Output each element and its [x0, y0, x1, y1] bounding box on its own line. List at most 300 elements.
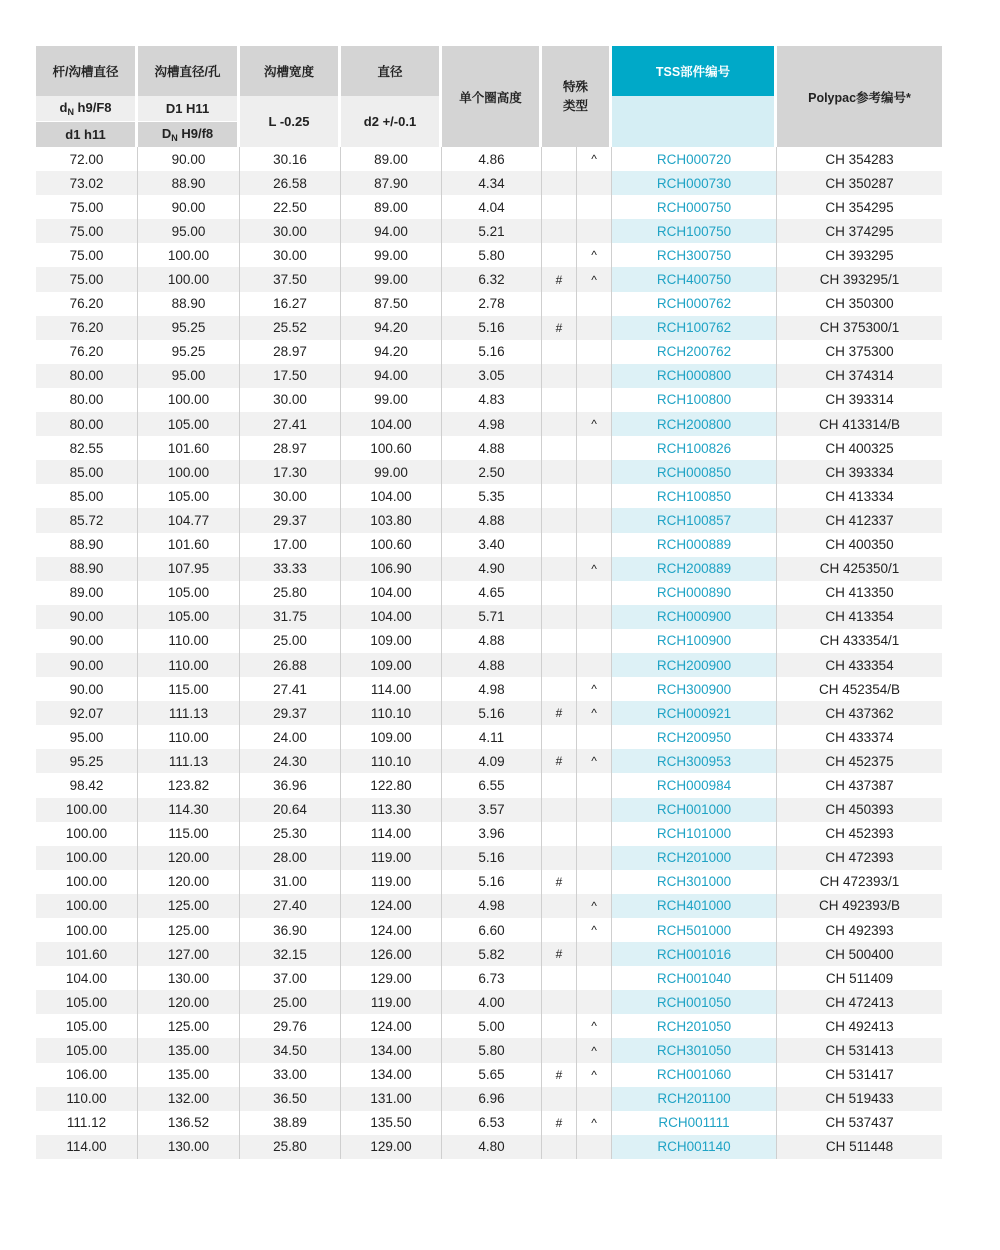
cell-groove-diameter: 100.00: [138, 243, 240, 267]
cell-groove-diameter: 95.25: [138, 316, 240, 340]
cell-tss-part-number: RCH001111: [612, 1111, 777, 1135]
cell-polypac-reference: CH 400350: [825, 537, 894, 553]
cell-polypac-reference: CH 375300/1: [777, 316, 942, 340]
cell-special-caret: [577, 822, 612, 846]
cell-ring-height: 3.05: [442, 364, 542, 388]
cell-ring-height: 4.11: [442, 725, 542, 749]
cell-diameter: 94.20: [341, 340, 442, 364]
cell-polypac-reference: CH 433374: [825, 729, 894, 745]
cell-groove-diameter: 130.00: [138, 1135, 240, 1159]
header-tss-part-number: TSS部件编号: [612, 46, 777, 96]
cell-special-caret: [577, 653, 612, 677]
cell-diameter: 113.30: [341, 798, 442, 822]
cell-special-hash: [542, 460, 577, 484]
cell-diameter: 129.00: [341, 1135, 442, 1159]
cell-groove-diameter: 135.00: [138, 1063, 240, 1087]
table-row: [36, 798, 942, 822]
cell-tss-part-number: RCH200800: [612, 412, 777, 436]
cell-groove-width: 31.00: [240, 870, 341, 894]
cell-rod-diameter: 85.72: [36, 508, 138, 532]
header-single-ring-height: 单个圈高度: [442, 46, 542, 147]
cell-groove-width: 26.58: [240, 171, 341, 195]
cell-tss-part-number: RCH000850: [612, 460, 777, 484]
cell-groove-width: 28.97: [240, 340, 341, 364]
cell-polypac-reference: CH 492413: [825, 1018, 894, 1034]
cell-ring-height: 4.88: [442, 436, 542, 460]
cell-special-caret: [577, 316, 612, 340]
cell-special-caret: [577, 798, 612, 822]
cell-groove-diameter: 105.00: [138, 605, 240, 629]
cell-ring-height: 6.32: [442, 267, 542, 291]
cell-groove-diameter: 107.95: [138, 557, 240, 581]
cell-groove-width: 38.89: [240, 1111, 341, 1135]
cell-diameter: 109.00: [341, 629, 442, 653]
cell-polypac-reference: CH 400325: [825, 440, 894, 456]
cell-tss-part-number: RCH200950: [612, 725, 777, 749]
cell-special-hash: [542, 436, 577, 460]
cell-diameter: 89.00: [341, 147, 442, 171]
cell-groove-diameter: 132.00: [138, 1087, 240, 1111]
cell-rod-diameter: 76.20: [36, 316, 138, 340]
cell-special-caret: [577, 773, 612, 797]
cell-diameter: 103.80: [341, 508, 442, 532]
table-row: [36, 316, 942, 340]
cell-diameter: 114.00: [341, 677, 442, 701]
cell-rod-diameter: 95.25: [36, 749, 138, 773]
cell-groove-width: 30.00: [240, 388, 341, 412]
table-row: [36, 870, 942, 894]
cell-groove-diameter: 101.60: [138, 436, 240, 460]
header-groove-tolerance: D1 H11: [138, 96, 240, 121]
cell-tss-part-number: RCH000921: [612, 701, 777, 725]
cell-diameter: 119.00: [341, 990, 442, 1014]
table-row: [36, 557, 942, 581]
header-diameter-tolerance: d2 +/-0.1: [341, 96, 442, 147]
cell-ring-height: 6.55: [442, 773, 542, 797]
cell-polypac-reference: CH 393334: [777, 460, 942, 484]
cell-diameter: 119.00: [341, 870, 442, 894]
header-tss-blank: [612, 96, 777, 147]
cell-tss-part-number: RCH000984: [612, 773, 777, 797]
cell-groove-width: 36.50: [240, 1087, 341, 1111]
cell-groove-diameter: 95.00: [138, 219, 240, 243]
cell-groove-width: 20.64: [240, 798, 341, 822]
cell-tss-part-number: RCH501000: [612, 918, 777, 942]
cell-diameter: 134.00: [341, 1038, 442, 1062]
cell-polypac-reference: CH 350300: [825, 296, 894, 312]
cell-groove-width: 37.50: [240, 267, 341, 291]
table-row: [36, 364, 942, 388]
cell-rod-diameter: 75.00: [36, 195, 138, 219]
cell-rod-diameter: 90.00: [36, 653, 138, 677]
cell-special-caret: [577, 292, 612, 316]
seal-dimension-table: [36, 46, 942, 1159]
cell-special-hash: [542, 171, 577, 195]
cell-special-caret: ^: [577, 557, 612, 581]
cell-ring-height: 6.60: [442, 918, 542, 942]
cell-special-caret: ^: [577, 701, 612, 725]
cell-special-hash: [542, 773, 577, 797]
cell-ring-height: 5.82: [442, 942, 542, 966]
cell-tss-part-number: RCH301000: [612, 870, 777, 894]
cell-tss-part-number: RCH001016: [612, 942, 777, 966]
cell-diameter: 104.00: [341, 412, 442, 436]
cell-tss-part-number: RCH000800: [612, 364, 777, 388]
cell-groove-diameter: 105.00: [138, 484, 240, 508]
table-row: [36, 147, 942, 171]
cell-special-hash: [542, 918, 577, 942]
cell-ring-height: 4.90: [442, 557, 542, 581]
header-groove-width: 沟槽宽度: [240, 46, 341, 96]
cell-special-caret: ^: [577, 1063, 612, 1087]
cell-special-caret: ^: [577, 243, 612, 267]
cell-special-hash: [542, 605, 577, 629]
cell-groove-diameter: 115.00: [138, 677, 240, 701]
cell-ring-height: 5.16: [442, 870, 542, 894]
cell-special-hash: [542, 725, 577, 749]
cell-tss-part-number: RCH000890: [612, 581, 777, 605]
table-row: [36, 918, 942, 942]
cell-rod-diameter: 76.20: [36, 340, 138, 364]
cell-rod-diameter: 75.00: [36, 267, 138, 291]
table-row: [36, 508, 942, 532]
cell-diameter: 94.00: [341, 364, 442, 388]
cell-special-hash: [542, 1087, 577, 1111]
cell-special-hash: [542, 243, 577, 267]
cell-groove-width: 25.80: [240, 581, 341, 605]
cell-rod-diameter: 90.00: [36, 605, 138, 629]
cell-special-caret: [577, 1087, 612, 1111]
cell-groove-width: 27.41: [240, 677, 341, 701]
cell-tss-part-number: RCH100750: [612, 219, 777, 243]
cell-groove-width: 25.80: [240, 1135, 341, 1159]
cell-tss-part-number: RCH100826: [612, 436, 777, 460]
cell-diameter: 99.00: [341, 460, 442, 484]
cell-polypac-reference: CH 511448: [777, 1135, 942, 1159]
table-row: [36, 1014, 942, 1038]
cell-diameter: 110.10: [341, 701, 442, 725]
cell-diameter: 100.60: [341, 533, 442, 557]
cell-special-caret: [577, 581, 612, 605]
cell-special-caret: [577, 870, 612, 894]
cell-special-caret: [577, 171, 612, 195]
cell-ring-height: 5.80: [442, 243, 542, 267]
cell-polypac-reference: CH 519433: [777, 1087, 942, 1111]
cell-diameter: 104.00: [341, 605, 442, 629]
cell-tss-part-number: RCH201100: [612, 1087, 777, 1111]
cell-polypac-reference: CH 452354/B: [818, 681, 901, 697]
cell-polypac-reference: CH 492393/B: [777, 894, 942, 918]
cell-groove-diameter: 95.00: [138, 364, 240, 388]
cell-groove-width: 17.30: [240, 460, 341, 484]
cell-ring-height: 5.65: [442, 1063, 542, 1087]
cell-polypac-reference: CH 374314: [777, 364, 942, 388]
cell-special-hash: [542, 412, 577, 436]
table-row: [36, 1038, 942, 1062]
table-row: [36, 773, 942, 797]
cell-groove-diameter: 111.13: [138, 749, 240, 773]
cell-rod-diameter: 111.12: [36, 1111, 138, 1135]
cell-polypac-reference: CH 413354: [777, 605, 942, 629]
cell-diameter: 124.00: [341, 894, 442, 918]
cell-special-hash: [542, 219, 577, 243]
cell-groove-width: 25.00: [240, 629, 341, 653]
table-row: [36, 1063, 942, 1087]
cell-ring-height: 3.96: [442, 822, 542, 846]
cell-rod-diameter: 73.02: [36, 171, 138, 195]
cell-groove-width: 17.50: [240, 364, 341, 388]
cell-ring-height: 4.98: [442, 894, 542, 918]
cell-special-caret: ^: [577, 918, 612, 942]
cell-ring-height: 3.40: [442, 533, 542, 557]
cell-groove-diameter: 90.00: [138, 147, 240, 171]
cell-groove-diameter: 90.00: [138, 195, 240, 219]
cell-special-hash: [542, 894, 577, 918]
cell-groove-width: 28.97: [240, 436, 341, 460]
cell-special-caret: ^: [577, 1038, 612, 1062]
cell-ring-height: 4.88: [442, 629, 542, 653]
header-width-tolerance: L -0.25: [240, 96, 341, 147]
cell-diameter: 106.90: [341, 557, 442, 581]
cell-polypac-reference: CH 500400: [777, 942, 942, 966]
cell-special-caret: [577, 364, 612, 388]
cell-special-hash: [542, 581, 577, 605]
cell-rod-diameter: 106.00: [36, 1063, 138, 1087]
cell-diameter: 99.00: [341, 243, 442, 267]
cell-diameter: 94.20: [341, 316, 442, 340]
cell-special-caret: [577, 508, 612, 532]
cell-diameter: 124.00: [341, 918, 442, 942]
cell-ring-height: 4.88: [442, 653, 542, 677]
cell-rod-diameter: 85.00: [36, 460, 138, 484]
cell-groove-width: 30.00: [240, 243, 341, 267]
cell-special-caret: [577, 388, 612, 412]
cell-rod-diameter: 114.00: [36, 1135, 138, 1159]
cell-special-caret: [577, 605, 612, 629]
cell-rod-diameter: 72.00: [36, 147, 138, 171]
header-special-type-label: 特殊 类型: [563, 79, 589, 113]
cell-groove-width: 27.40: [240, 894, 341, 918]
cell-groove-width: 24.00: [240, 725, 341, 749]
cell-special-hash: [542, 484, 577, 508]
cell-special-hash: [542, 846, 577, 870]
cell-groove-diameter: 105.00: [138, 581, 240, 605]
cell-special-caret: ^: [577, 894, 612, 918]
cell-tss-part-number: RCH000889: [612, 533, 777, 557]
header-rod-tolerance: [36, 96, 138, 121]
cell-special-caret: ^: [577, 412, 612, 436]
cell-ring-height: 4.98: [442, 677, 542, 701]
cell-tss-part-number: RCH101000: [612, 822, 777, 846]
table-row: [36, 701, 942, 725]
cell-tss-part-number: RCH200889: [612, 557, 777, 581]
cell-tss-part-number: RCH000900: [612, 605, 777, 629]
cell-special-hash: [542, 677, 577, 701]
cell-special-hash: #: [542, 1063, 577, 1087]
cell-tss-part-number: RCH300900: [612, 677, 777, 701]
cell-polypac-reference: CH 375300: [825, 344, 894, 360]
cell-groove-width: 30.00: [240, 219, 341, 243]
header-special-type: [542, 46, 612, 147]
cell-polypac-reference: CH 452393: [825, 826, 894, 842]
cell-ring-height: 5.00: [442, 1014, 542, 1038]
cell-special-caret: [577, 966, 612, 990]
cell-special-caret: [577, 460, 612, 484]
cell-ring-height: 4.34: [442, 171, 542, 195]
cell-groove-width: 33.00: [240, 1063, 341, 1087]
cell-special-hash: [542, 822, 577, 846]
cell-ring-height: 5.80: [442, 1038, 542, 1062]
cell-rod-diameter: 90.00: [36, 629, 138, 653]
cell-groove-width: 34.50: [240, 1038, 341, 1062]
cell-polypac-reference: CH 393295: [825, 247, 894, 263]
cell-tss-part-number: RCH001060: [612, 1063, 777, 1087]
cell-special-hash: [542, 533, 577, 557]
cell-ring-height: 4.83: [442, 388, 542, 412]
cell-special-caret: ^: [577, 749, 612, 773]
cell-groove-diameter: 136.52: [138, 1111, 240, 1135]
cell-rod-diameter: 98.42: [36, 773, 138, 797]
cell-polypac-reference: CH 413314/B: [777, 412, 942, 436]
table-body: [36, 147, 942, 1159]
cell-ring-height: 5.16: [442, 846, 542, 870]
cell-groove-diameter: 101.60: [138, 533, 240, 557]
cell-polypac-reference: CH 350287: [777, 171, 942, 195]
cell-groove-diameter: 120.00: [138, 990, 240, 1014]
cell-ring-height: 4.00: [442, 990, 542, 1014]
cell-tss-part-number: RCH201000: [612, 846, 777, 870]
table-row: [36, 171, 942, 195]
cell-groove-diameter: 125.00: [138, 894, 240, 918]
cell-rod-diameter: 75.00: [36, 219, 138, 243]
cell-groove-diameter: 100.00: [138, 460, 240, 484]
cell-polypac-reference: CH 425350/1: [777, 557, 942, 581]
header-groove-diameter-bore: 沟槽直径/孔: [138, 46, 240, 96]
cell-ring-height: 2.78: [442, 292, 542, 316]
cell-rod-diameter: 76.20: [36, 292, 138, 316]
table-row: [36, 677, 942, 701]
cell-tss-part-number: RCH100850: [612, 484, 777, 508]
cell-rod-diameter: 105.00: [36, 1038, 138, 1062]
cell-ring-height: 2.50: [442, 460, 542, 484]
cell-special-hash: #: [542, 870, 577, 894]
cell-groove-width: 25.52: [240, 316, 341, 340]
cell-polypac-reference: CH 511409: [825, 970, 894, 986]
cell-polypac-reference: CH 452375: [777, 749, 942, 773]
table-row: [36, 653, 942, 677]
cell-rod-diameter: 80.00: [36, 388, 138, 412]
cell-special-caret: [577, 533, 612, 557]
cell-groove-diameter: 110.00: [138, 629, 240, 653]
table-row: [36, 942, 942, 966]
cell-ring-height: 4.09: [442, 749, 542, 773]
cell-polypac-reference: CH 492393: [825, 922, 894, 938]
table-row: [36, 894, 942, 918]
cell-groove-width: 33.33: [240, 557, 341, 581]
cell-groove-diameter: 130.00: [138, 966, 240, 990]
cell-special-hash: [542, 340, 577, 364]
cell-groove-width: 16.27: [240, 292, 341, 316]
cell-ring-height: 6.53: [442, 1111, 542, 1135]
cell-diameter: 122.80: [341, 773, 442, 797]
cell-tss-part-number: RCH001040: [612, 966, 777, 990]
cell-special-caret: [577, 436, 612, 460]
cell-rod-diameter: 100.00: [36, 918, 138, 942]
cell-special-hash: [542, 653, 577, 677]
cell-special-hash: [542, 508, 577, 532]
table-row: [36, 725, 942, 749]
cell-groove-width: 30.16: [240, 147, 341, 171]
header-bore-tolerance: [138, 121, 240, 147]
cell-rod-diameter: 88.90: [36, 533, 138, 557]
cell-ring-height: 4.98: [442, 412, 542, 436]
table-row: [36, 605, 942, 629]
cell-rod-diameter: 80.00: [36, 412, 138, 436]
cell-tss-part-number: RCH301050: [612, 1038, 777, 1062]
table-row: [36, 629, 942, 653]
cell-ring-height: 3.57: [442, 798, 542, 822]
table-row: [36, 990, 942, 1014]
cell-rod-diameter: 105.00: [36, 990, 138, 1014]
cell-rod-diameter: 88.90: [36, 557, 138, 581]
cell-special-hash: [542, 966, 577, 990]
cell-groove-diameter: 120.00: [138, 846, 240, 870]
cell-polypac-reference: CH 531417: [825, 1067, 894, 1083]
table-row: [36, 219, 942, 243]
cell-special-caret: [577, 195, 612, 219]
cell-special-hash: [542, 798, 577, 822]
cell-groove-width: 24.30: [240, 749, 341, 773]
cell-tss-part-number: RCH200762: [612, 340, 777, 364]
header-rod-tolerance-symbol: d: [59, 100, 68, 115]
table-row: [36, 533, 942, 557]
cell-groove-width: 27.41: [240, 412, 341, 436]
cell-polypac-reference: CH 472413: [777, 990, 942, 1014]
cell-polypac-reference: CH 437362: [777, 701, 942, 725]
cell-special-hash: #: [542, 749, 577, 773]
header-bore-tolerance-fit: H9/f8: [177, 126, 214, 141]
table-row: [36, 292, 942, 316]
cell-special-hash: [542, 1014, 577, 1038]
table-row: [36, 412, 942, 436]
cell-tss-part-number: RCH001050: [612, 990, 777, 1014]
cell-special-hash: #: [542, 942, 577, 966]
table-row: [36, 267, 942, 291]
cell-ring-height: 5.21: [442, 219, 542, 243]
cell-ring-height: 6.96: [442, 1087, 542, 1111]
header-rod-tolerance-fit: h9/F8: [73, 100, 112, 115]
cell-polypac-reference: CH 413334: [825, 488, 894, 504]
cell-groove-diameter: 100.00: [138, 267, 240, 291]
header-rod-groove-diameter: 杆/沟槽直径: [36, 46, 138, 96]
table-row: [36, 1087, 942, 1111]
cell-rod-diameter: 100.00: [36, 870, 138, 894]
cell-special-hash: [542, 1038, 577, 1062]
table-row: [36, 749, 942, 773]
cell-tss-part-number: RCH400750: [612, 267, 777, 291]
cell-diameter: 135.50: [341, 1111, 442, 1135]
cell-special-hash: [542, 1135, 577, 1159]
cell-diameter: 109.00: [341, 725, 442, 749]
cell-special-caret: [577, 484, 612, 508]
cell-groove-diameter: 88.90: [138, 292, 240, 316]
cell-ring-height: 4.88: [442, 508, 542, 532]
cell-rod-diameter: 100.00: [36, 894, 138, 918]
cell-ring-height: 5.16: [442, 340, 542, 364]
cell-rod-diameter: 85.00: [36, 484, 138, 508]
cell-groove-diameter: 111.13: [138, 701, 240, 725]
table-row: [36, 195, 942, 219]
